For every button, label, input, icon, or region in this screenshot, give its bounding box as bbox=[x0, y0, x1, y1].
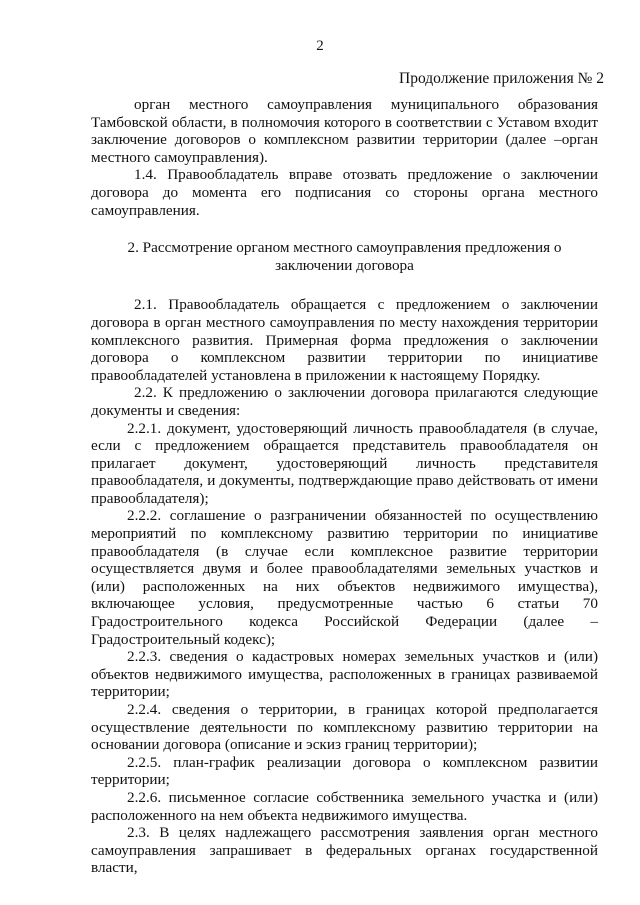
page-number: 2 bbox=[316, 38, 324, 54]
paragraph-2-2-3: 2.2.3. сведения о кадастровых номерах земельных участков и (или) объектов недвижимого имущества, расположенных в границах развиваемой территории; bbox=[91, 648, 598, 701]
appendix-label: Продолжение приложения № 2 bbox=[399, 70, 604, 87]
paragraph-2-2-4: 2.2.4. сведения о территории, в границах которой предполагается осуществление деятельности по комплексному развитию территории на основании договора (описание и эскиз границ территории); bbox=[91, 701, 598, 754]
document-body bbox=[91, 96, 598, 877]
paragraph-2-1: 2.1. Правообладатель обращается с предложением о заключении договора в орган местного самоуправления по месту нахождения территории комплексного развития. Примерная форма предложения о заключении договора о комплексном развитии территории по инициативе правообладателей установлена в приложении к настоящему Порядку. bbox=[91, 296, 598, 384]
paragraph-2-2: 2.2. К предложению о заключении договора прилагаются следующие документы и сведения: bbox=[91, 384, 598, 419]
paragraph-continuation: орган местного самоуправления муниципального образования Тамбовской области, в полномочия которого в соответствии с Уставом входит заключение договоров о комплексном развитии территории (далее –орган местного самоуправления). bbox=[91, 96, 598, 166]
paragraph-2-3: 2.3. В целях надлежащего рассмотрения заявления орган местного самоуправления запрашивает в федеральных органах государственной власти, bbox=[91, 824, 598, 877]
paragraph-2-2-5: 2.2.5. план-график реализации договора о комплексном развитии территории; bbox=[91, 753, 598, 789]
paragraph-1-4: 1.4. Правообладатель вправе отозвать предложение о заключении договора до момента его подписания со стороны органа местного самоуправления. bbox=[91, 166, 598, 219]
paragraph-2-2-1: 2.2.1. документ, удостоверяющий личность правообладателя (в случае, если с предложением обращается представитель правообладателя он прилагает документ, удостоверяющий личность представителя правообладателя, и документы, подтверждающие право действовать от имени правообладателя); bbox=[91, 419, 598, 507]
paragraph-2-2-2: 2.2.2. соглашение о разграничении обязанностей по осуществлению мероприятий по комплексному развитию территории по инициативе правообладателя (в случае если комплексное развитие территории осуществляется двумя и более правообладателями земельных участков и (или) расположенных на них объектов недвижимого имущества), включающее условия, предусмотренные частью 6 статьи 70 Градостроительного кодекса Российской Федерации (далее – Градостроительный кодекс); bbox=[91, 507, 598, 648]
section-heading-2: 2. Рассмотрение органом местного самоуправления предложения о заключении договора bbox=[127, 239, 562, 274]
paragraph-2-2-6: 2.2.6. письменное согласие собственника земельного участка и (или) расположенного на нем объекта недвижимого имущества. bbox=[91, 788, 598, 824]
